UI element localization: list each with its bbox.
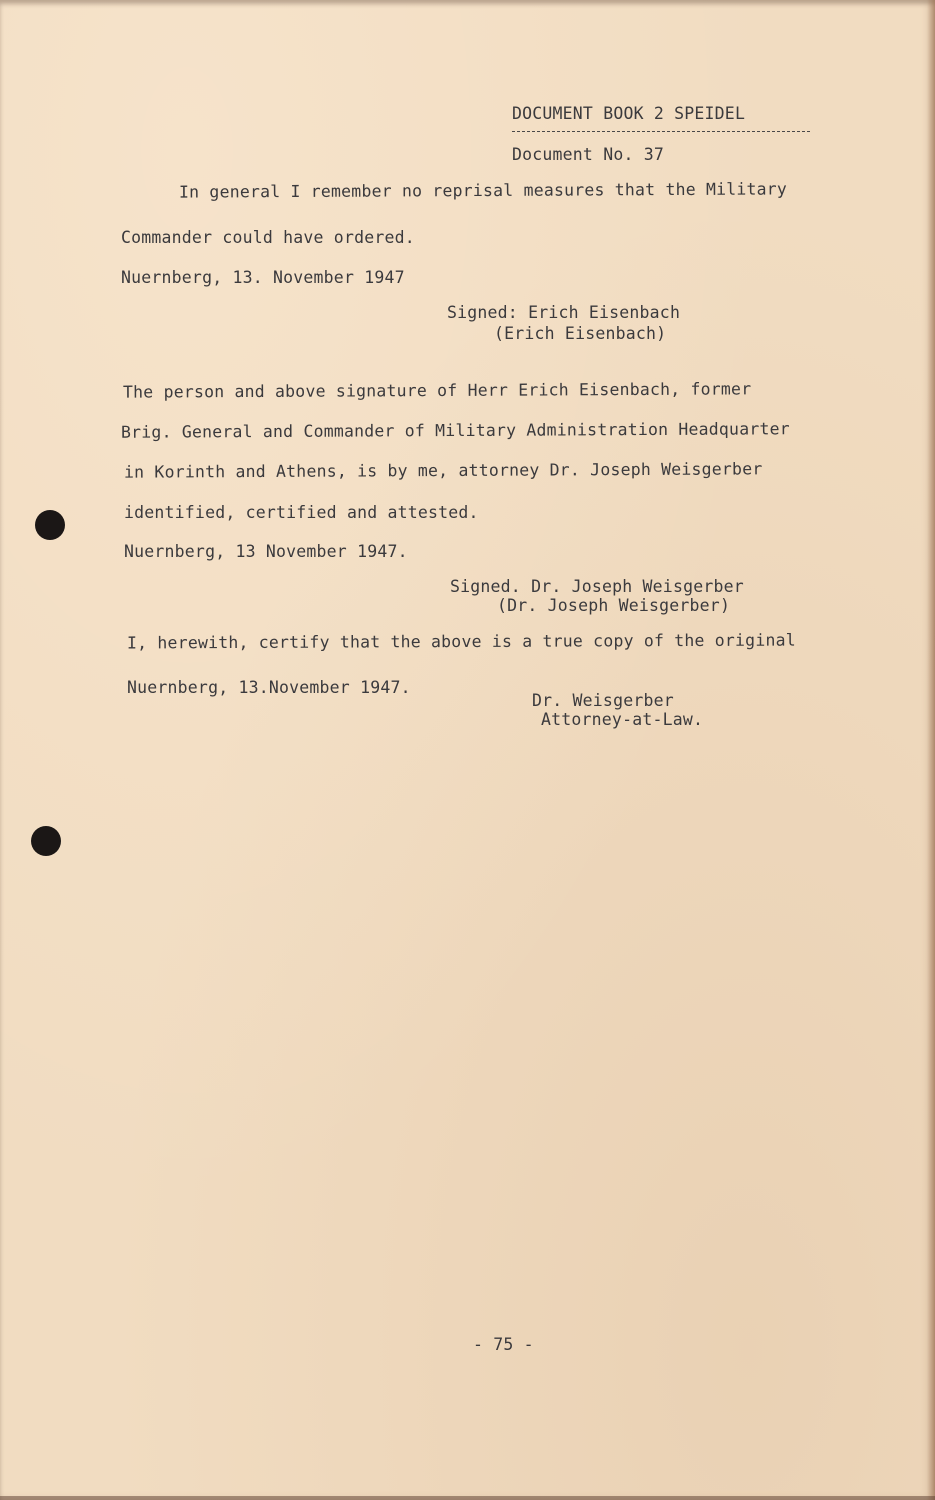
page-edge-shadow <box>927 0 935 1500</box>
certification-place-date: Nuernberg, 13.November 1947. <box>127 678 411 697</box>
certification-line: I, herewith, certify that the above is a true copy of the original <box>126 630 796 653</box>
certification-signer-title: Attorney-at-Law. <box>541 710 704 729</box>
punch-hole-upper <box>35 510 65 540</box>
punch-hole-lower <box>31 826 61 856</box>
attestation-signer-name: (Dr. Joseph Weisgerber) <box>497 596 731 615</box>
attestation-line-3: in Korinth and Athens, is by me, attorney Dr. Joseph Weisgerber <box>123 459 763 482</box>
attestation-line-2: Brig. General and Commander of Military Administration Headquarter <box>120 419 790 442</box>
attestation-place-date: Nuernberg, 13 November 1947. <box>124 542 408 561</box>
certification-signer: Dr. Weisgerber <box>532 691 674 710</box>
statement-line-1: In general I remember no reprisal measures that the Military <box>178 179 788 202</box>
attestation-line-4: identified, certified and attested. <box>124 503 479 522</box>
attestation-line-1: The person and above signature of Herr Erich Eisenbach, former <box>122 379 752 402</box>
book-title: DOCUMENT BOOK 2 SPEIDEL <box>512 104 746 123</box>
page-bottom-edge <box>0 1496 935 1500</box>
statement-place-date: Nuernberg, 13. November 1947 <box>121 268 405 287</box>
attestation-signed: Signed. Dr. Joseph Weisgerber <box>450 577 744 596</box>
statement-signed: Signed: Erich Eisenbach <box>447 303 681 322</box>
header-rule <box>512 131 810 132</box>
document-number: Document No. 37 <box>512 145 665 164</box>
statement-line-2: Commander could have ordered. <box>121 228 415 247</box>
statement-signer-name: (Erich Eisenbach) <box>494 324 667 343</box>
page-number: - 75 - <box>473 1335 534 1354</box>
